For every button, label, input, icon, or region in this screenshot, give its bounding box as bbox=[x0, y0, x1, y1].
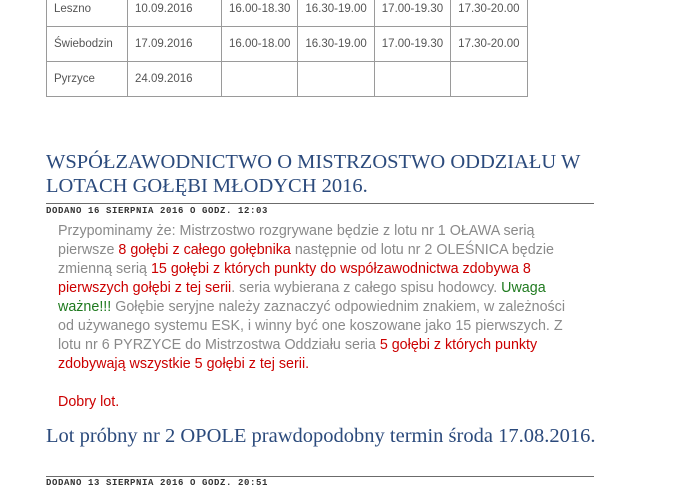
schedule-time-cell: 16.30-19.00 bbox=[298, 0, 374, 27]
schedule-city-cell: Świebodzin bbox=[47, 27, 128, 62]
schedule-time-cell bbox=[222, 62, 298, 97]
schedule-date-cell: 17.09.2016 bbox=[128, 27, 222, 62]
body-text: Gołębie seryjne należy zaznaczyć odpowiednim znakiem, w zależności od używanego systemu ESK, i winny być one koszowane jako 15 pierwszych. Z lotu nr 6 PYRZYCE do Mistrzostwa Oddziału seria bbox=[58, 299, 565, 353]
schedule-time-cell bbox=[374, 62, 450, 97]
schedule-date-cell: 24.09.2016 bbox=[128, 62, 222, 97]
schedule-city-cell: Leszno bbox=[47, 0, 128, 27]
schedule-time-cell: 17.30-20.00 bbox=[451, 0, 527, 27]
post-title-training-flight[interactable]: Lot próbny nr 2 OPOLE prawdopodobny termin środa 17.08.2016. bbox=[46, 425, 596, 447]
schedule-time-cell: 17.00-19.30 bbox=[374, 0, 450, 27]
schedule-time-cell: 17.00-19.30 bbox=[374, 27, 450, 62]
schedule-time-cell: 16.00-18.30 bbox=[222, 0, 298, 27]
schedule-table bbox=[46, 0, 528, 97]
warning-text: Uwaga ważne!!! bbox=[58, 280, 546, 315]
body-text: Przypominamy że: Mistrzostwo rozgrywane będzie z lotu nr 1 OŁAWA serią pierwsze bbox=[58, 223, 535, 258]
schedule-time-cell bbox=[451, 62, 527, 97]
post-title-championship[interactable]: WSPÓŁZAWODNICTWO O MISTRZOSTWO ODDZIAŁU W LOTACH GOŁĘBI MŁODYCH 2016. bbox=[46, 151, 580, 197]
schedule-city-cell: Pyrzyce bbox=[47, 62, 128, 97]
post-body-paragraph bbox=[58, 222, 578, 374]
schedule-time-cell: 16.00-18.00 bbox=[222, 27, 298, 62]
highlighted-text: 5 gołębi z których punkty zdobywają wszystkie 5 gołębi z tej serii. bbox=[58, 337, 538, 372]
schedule-time-cell bbox=[298, 62, 374, 97]
schedule-row bbox=[47, 62, 528, 97]
schedule-time-cell: 16.30-19.00 bbox=[298, 27, 374, 62]
schedule-time-cell: 17.30-20.00 bbox=[451, 27, 527, 62]
highlighted-text: 8 gołębi z całego gołębnika bbox=[118, 242, 291, 258]
body-text: . seria wybierana z całego spisu hodowcy. bbox=[231, 280, 502, 296]
post-signoff: Dobry lot. bbox=[58, 394, 120, 410]
post-body bbox=[58, 222, 578, 412]
title-divider bbox=[46, 476, 594, 477]
schedule-date-cell: 10.09.2016 bbox=[128, 0, 222, 27]
title-divider bbox=[46, 203, 594, 204]
body-text: następnie od lotu nr 2 OLEŚNICA będzie zmienną serią bbox=[58, 242, 554, 277]
schedule-row bbox=[47, 27, 528, 62]
post-meta-date: DODANO 16 SIERPNIA 2016 O GODZ. 12:03 bbox=[46, 206, 269, 216]
post-meta-date: DODANO 13 SIERPNIA 2016 O GODZ. 20:51 bbox=[46, 478, 269, 488]
schedule-row bbox=[47, 0, 528, 27]
highlighted-text: 15 gołębi z których punkty do współzawodnictwa zdobywa 8 pierwszych gołębi z tej serii bbox=[58, 261, 531, 296]
